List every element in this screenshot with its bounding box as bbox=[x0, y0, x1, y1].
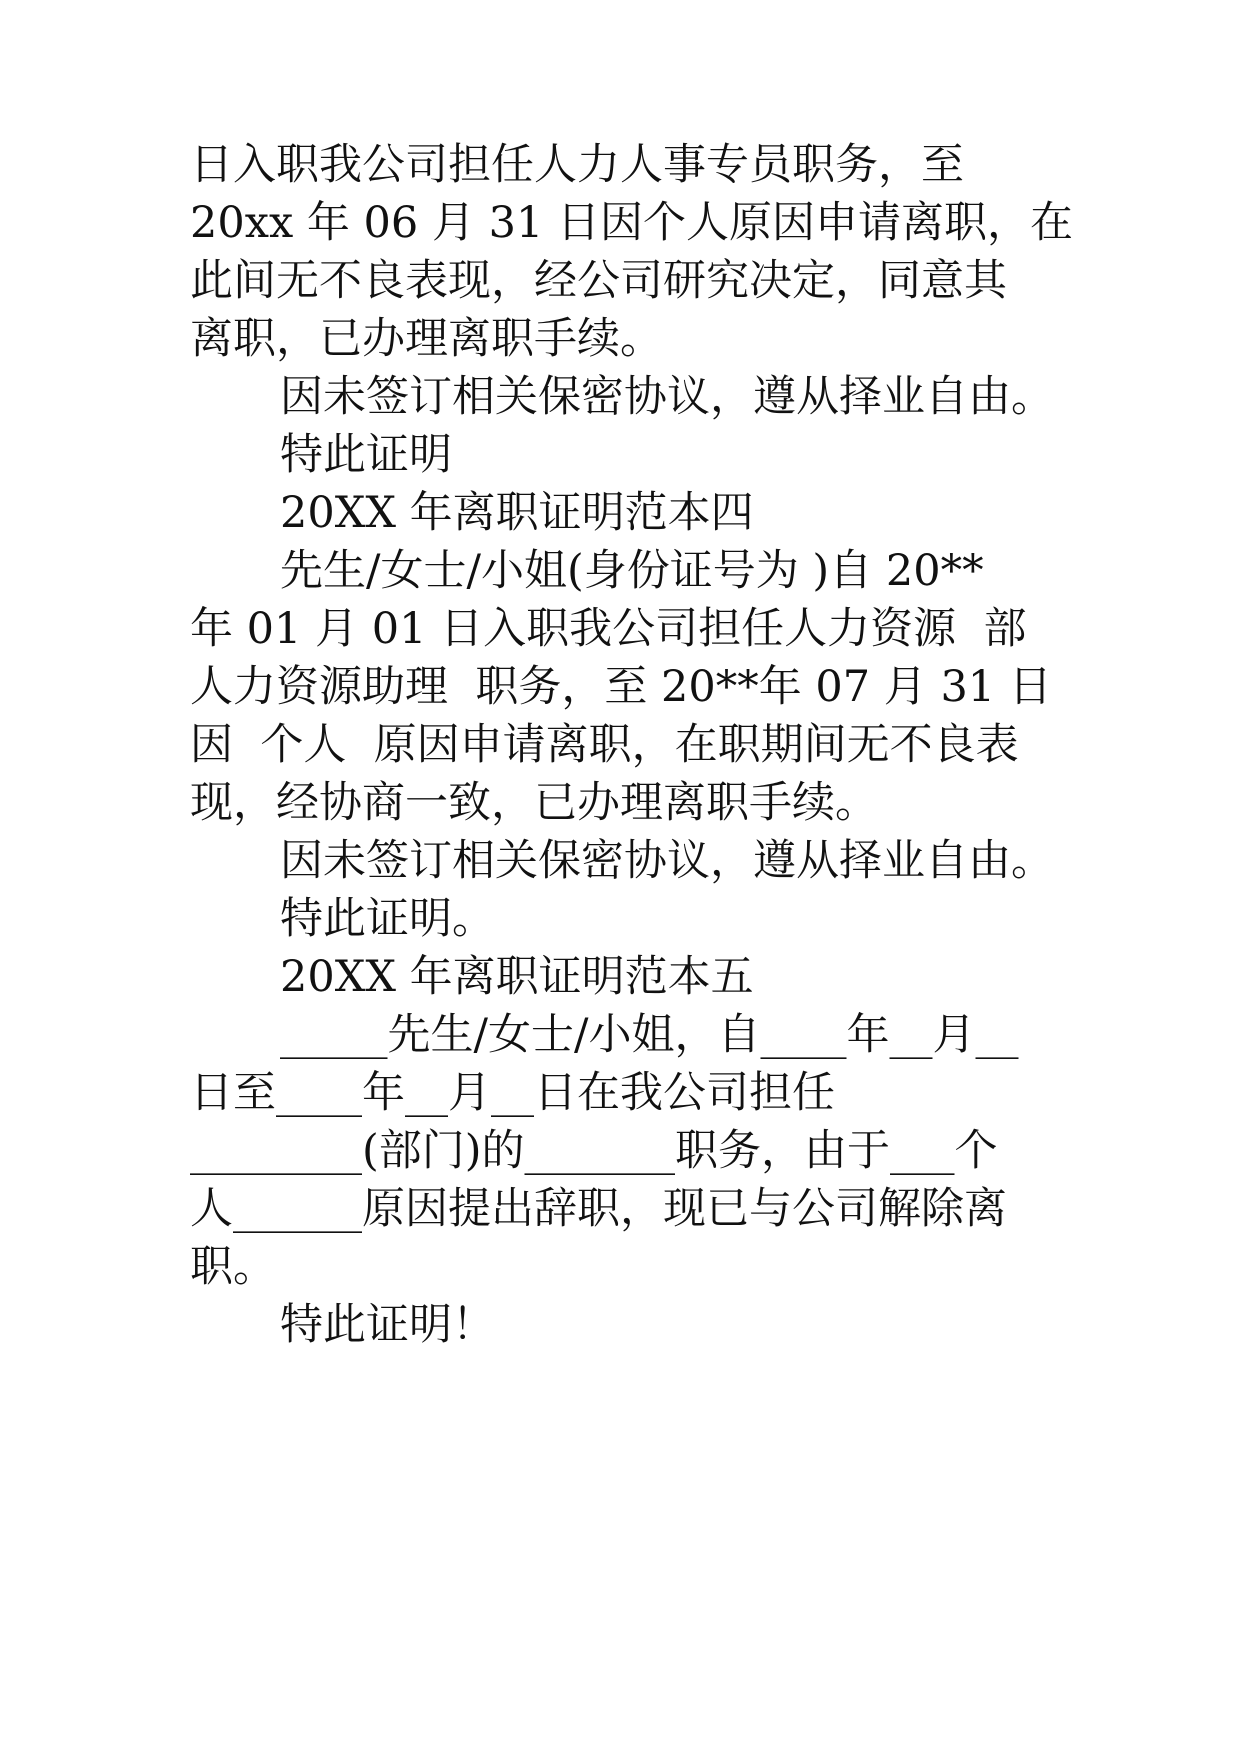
sample-5-line-1: _____先生/女士/小姐，自____年__月__ bbox=[280, 1010, 1019, 1060]
paragraph-line-4: 离职，已办理离职手续。 bbox=[190, 314, 663, 364]
confidentiality-note-2: 因未签订相关保密协议，遵从择业自由。 bbox=[280, 836, 1054, 886]
paragraph-line-1: 日入职我公司担任人力人事专员职务，至 bbox=[190, 140, 964, 190]
certification-closing-2: 特此证明。 bbox=[280, 894, 495, 944]
certification-closing-1: 特此证明 bbox=[280, 430, 452, 480]
sample-4-line-4: 因 个人 原因申请离职，在职期间无不良表 bbox=[190, 720, 1019, 770]
sample-4-line-2: 年 01 月 01 日入职我公司担任人力资源 部 bbox=[190, 604, 1027, 654]
sample-5-line-4: 人______原因提出辞职，现已与公司解除离 bbox=[190, 1184, 1007, 1234]
confidentiality-note-1: 因未签订相关保密协议，遵从择业自由。 bbox=[280, 372, 1054, 422]
sample-4-line-3: 人力资源助理 职务，至 20**年 07 月 31 日 bbox=[190, 662, 1052, 712]
sample-5-line-2: 日至____年__月__日在我公司担任 bbox=[190, 1068, 835, 1118]
sample-5-line-5: 职。 bbox=[190, 1242, 276, 1292]
section-heading-sample-4: 20XX 年离职证明范本四 bbox=[280, 488, 754, 538]
paragraph-line-2: 20xx 年 06 月 31 日因个人原因申请离职，在 bbox=[190, 198, 1073, 248]
sample-4-line-1: 先生/女士/小姐(身份证号为 )自 20** bbox=[280, 546, 984, 596]
certification-closing-3: 特此证明！ bbox=[280, 1300, 495, 1350]
sample-5-line-3: ________(部门)的_______职务，由于___个 bbox=[190, 1126, 998, 1176]
section-heading-sample-5: 20XX 年离职证明范本五 bbox=[280, 952, 754, 1002]
sample-4-line-5: 现，经协商一致，已办理离职手续。 bbox=[190, 778, 878, 828]
paragraph-line-3: 此间无不良表现，经公司研究决定，同意其 bbox=[190, 256, 1007, 306]
